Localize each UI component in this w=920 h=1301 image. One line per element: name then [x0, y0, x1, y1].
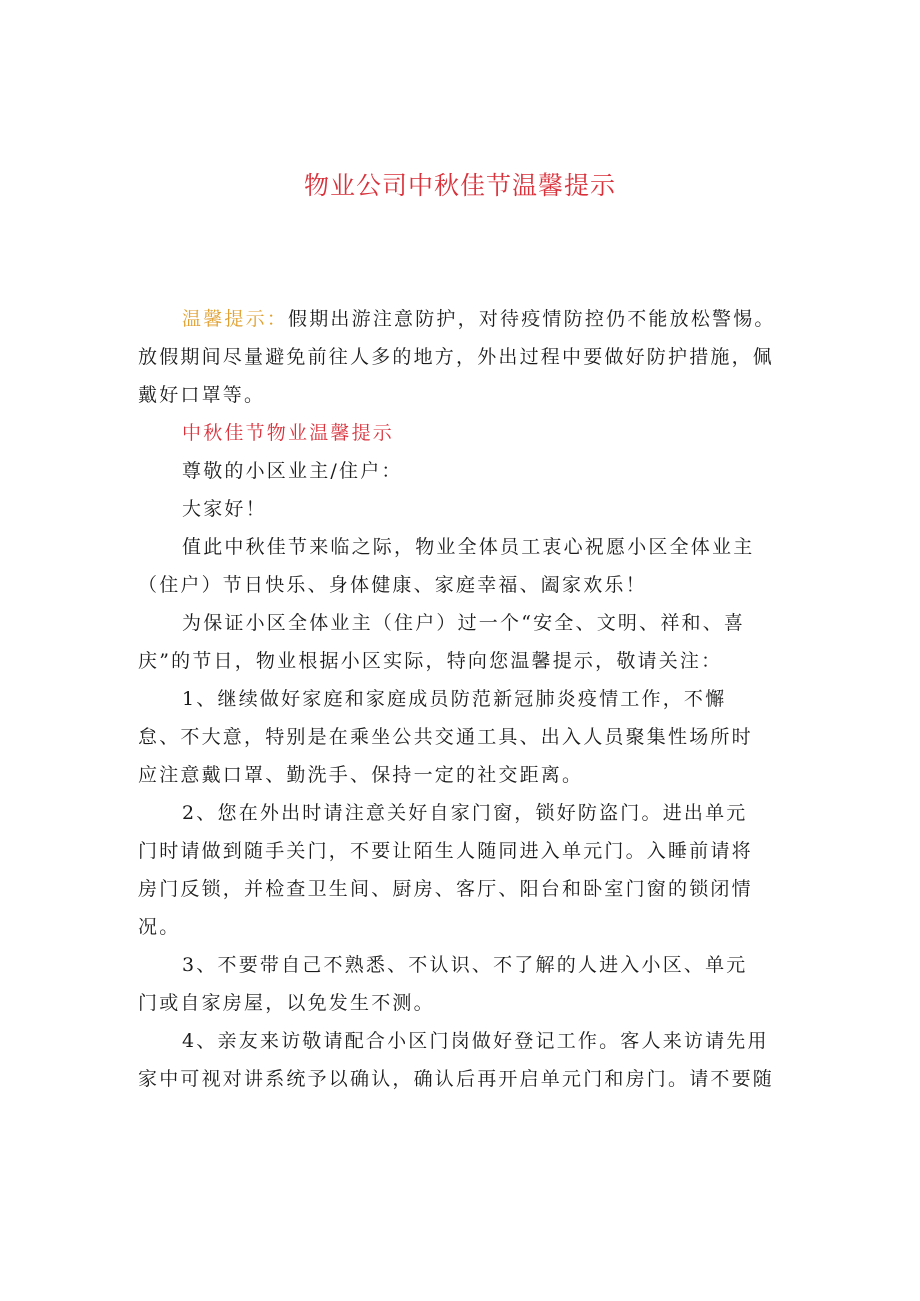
paragraph-2-line-1: 为保证小区全体业主（住户）过一个“安全、文明、祥和、喜: [182, 612, 746, 634]
tip-line-3: 戴好口罩等。: [138, 384, 266, 406]
paragraph-1-line-2: （住户）节日快乐、身体健康、家庭幸福、阖家欢乐！: [138, 574, 647, 596]
tip-text: 假期出游注意防护，对待疫情防控仍不能放松警惕。: [288, 308, 776, 330]
salutation: 尊敬的小区业主/住户：: [182, 460, 403, 482]
tip-line-1: [138, 300, 788, 338]
salutation-row: [138, 452, 788, 490]
subheading: 中秋佳节物业温馨提示: [182, 422, 395, 444]
list-item-4-line-2: 家中可视对讲系统予以确认，确认后再开启单元门和房门。请不要随: [138, 1068, 775, 1090]
list-item-1-line-3: 应注意戴口罩、勤洗手、保持一定的社交距离。: [138, 764, 584, 786]
list-item-1-line-1: 1、继续做好家庭和家庭成员防范新冠肺炎疫情工作，不懈: [182, 688, 727, 710]
paragraph-1: [138, 528, 788, 604]
paragraph-2: [138, 604, 788, 680]
tip-label: 温馨提示：: [182, 308, 289, 330]
paragraph-1-line-1: 值此中秋佳节来临之际，物业全体员工衷心祝愿小区全体业主: [182, 536, 755, 558]
tip-line-2: 放假期间尽量避免前往人多的地方，外出过程中要做好防护措施，佩: [138, 346, 775, 368]
page-title: 物业公司中秋佳节温馨提示: [303, 171, 616, 200]
document-body: [138, 300, 788, 1098]
list-item-2-line-3: 房门反锁，并检查卫生间、厨房、客厅、阳台和卧室门窗的锁闭情: [138, 878, 753, 900]
list-item-4: [138, 1022, 788, 1098]
greeting: 大家好！: [182, 498, 267, 520]
list-item-3: [138, 946, 788, 1022]
list-item-4-line-1: 4、亲友来访敬请配合小区门岗做好登记工作。客人来访请先用: [182, 1030, 769, 1052]
list-item-3-line-1: 3、不要带自己不熟悉、不认识、不了解的人进入小区、单元: [182, 954, 748, 976]
list-item-3-line-2: 门或自家房屋，以免发生不测。: [138, 992, 435, 1014]
list-item-2-line-2: 门时请做到随手关门，不要让陌生人随同进入单元门。入睡前请将: [138, 840, 753, 862]
list-item-2-line-4: 况。: [138, 916, 181, 938]
list-item-1-line-2: 怠、不大意，特别是在乘坐公共交通工具、出入人员聚集性场所时: [138, 726, 753, 748]
greeting-row: [138, 490, 788, 528]
tip-paragraph: [138, 300, 788, 414]
list-item-2-line-1: 2、您在外出时请注意关好自家门窗，锁好防盗门。进出单元: [182, 802, 748, 824]
list-item-2: [138, 794, 788, 946]
paragraph-2-line-2: 庆”的节日，物业根据小区实际，特向您温馨提示，敬请关注：: [138, 650, 723, 672]
list-item-1: [138, 680, 788, 794]
subheading-row: [138, 414, 788, 452]
